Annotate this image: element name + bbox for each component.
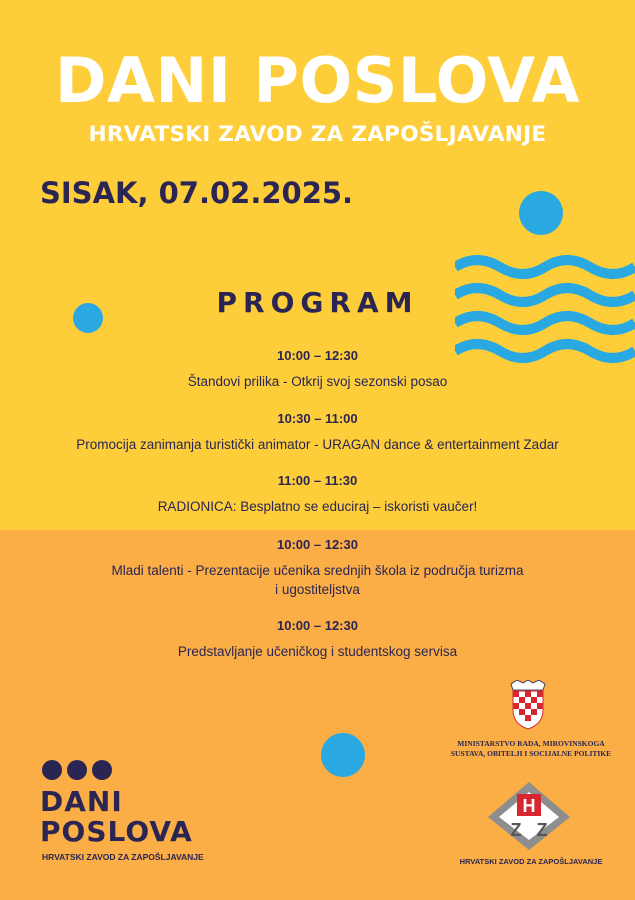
program-heading: PROGRAM bbox=[216, 286, 419, 319]
program-desc: Predstavljanje učeničkog i studentskog servisa bbox=[177, 644, 458, 659]
dani-poslova-logo bbox=[40, 787, 193, 847]
program-item bbox=[0, 410, 635, 454]
program-time: 11:00 – 11:30 bbox=[277, 473, 358, 488]
hzz-letter-h: H bbox=[522, 796, 536, 816]
program-time: 10:00 – 12:30 bbox=[277, 348, 358, 363]
event-title: DANI POSLOVA bbox=[55, 44, 580, 117]
event-subtitle: HRVATSKI ZAVOD ZA ZAPOŠLJAVANJE bbox=[88, 122, 547, 147]
logo-dot bbox=[42, 760, 62, 780]
program-desc-continued: i ugostiteljstva bbox=[275, 582, 360, 597]
program-item bbox=[0, 617, 635, 661]
logo-subtitle: HRVATSKI ZAVOD ZA ZAPOŠLJAVANJE bbox=[42, 852, 204, 862]
program-time: 10:00 – 12:30 bbox=[277, 537, 358, 552]
logo-line-1: DANI bbox=[40, 785, 123, 818]
program-item bbox=[0, 472, 635, 516]
program-time: 10:00 – 12:30 bbox=[277, 618, 358, 633]
logo-dot bbox=[67, 760, 87, 780]
hzz-label: HRVATSKI ZAVOD ZA ZAPOŠLJAVANJE bbox=[459, 857, 603, 866]
decor-dot-bottom bbox=[321, 733, 365, 777]
logo-line-2: POSLOVA bbox=[40, 815, 193, 848]
logo-dot bbox=[92, 760, 112, 780]
ministry-line-1: MINISTARSTVO RADA, MIROVINSKOGA bbox=[457, 739, 605, 748]
logo-dots bbox=[42, 760, 117, 785]
program-item bbox=[0, 347, 635, 391]
program-desc: RADIONICA: Besplatno se educiraj – iskoristi vaučer! bbox=[157, 499, 478, 514]
program-desc: Promocija zanimanja turistički animator - URAGAN dance & entertainment Zadar bbox=[76, 437, 559, 452]
hzz-logo-icon bbox=[486, 780, 572, 852]
program-desc: Štandovi prilika - Otkrij svoj sezonski posao bbox=[187, 374, 448, 389]
ministry-label bbox=[440, 739, 622, 759]
program-time: 10:30 – 11:00 bbox=[277, 411, 358, 426]
city-date: SISAK, 07.02.2025. bbox=[40, 176, 354, 210]
ministry-line-2: SUSTAVA, OBITELJI I SOCIJALNE POLITIKE bbox=[450, 749, 612, 758]
hzz-letter-z1: Z bbox=[510, 820, 522, 840]
hzz-letter-z2: Z bbox=[536, 820, 548, 840]
program-desc: Mladi talenti - Prezentacije učenika srednjih škola iz područja turizma bbox=[111, 563, 524, 578]
program-item bbox=[0, 536, 635, 599]
decor-dot-top-right bbox=[519, 191, 563, 235]
croatian-coat-of-arms-icon bbox=[508, 680, 548, 730]
